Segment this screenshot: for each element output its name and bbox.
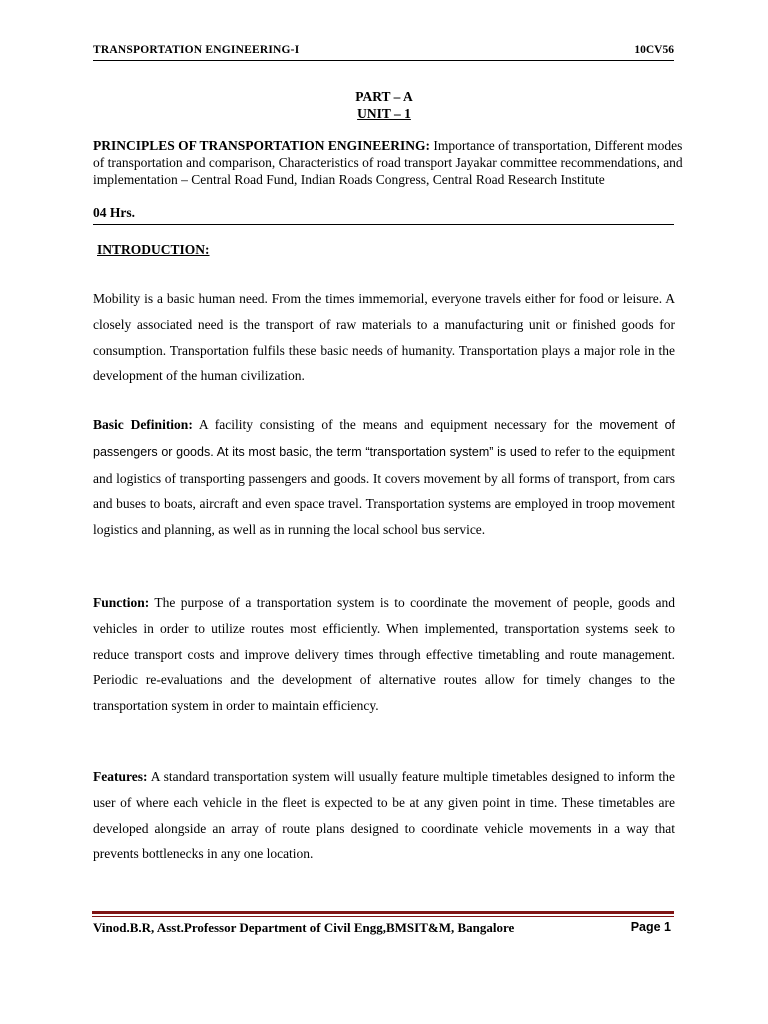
syllabus-hours: 04 Hrs.: [93, 205, 135, 220]
function-text: The purpose of a transportation system is to coordinate the movement of people, goods and vehicles in order to utilize routes most efficiently. When implemented, transportation systems seek to reduce transport costs and improve delivery times through effective timetabling and route management. Periodic re-evaluations and the development of alternative routes allow for timely changes to the transportation system in order to maintain efficiency.: [93, 595, 675, 714]
introduction-paragraph: Mobility is a basic human need. From the times immemorial, everyone travels either for food or leisure. A closely associated need is the transport of raw materials to a manufacturing unit or finished goods for consumption. Transportation fulfils these basic needs of humanity. Transportation plays a major role in the development of the human civilization.: [93, 291, 675, 384]
basic-definition-text-3: to refer to the equipment and logistics of transporting passengers and goods. It covers movement by all forms of transport, from cars and buses to boats, aircraft and even space travel. Transportation systems are employed in troop movement logistics and planning, as well as in running the local school bus service.: [93, 443, 676, 538]
function-paragraph: [93, 590, 675, 719]
page-header: [93, 42, 674, 62]
basic-definition-text-2: movement of passengers or goods. At its most basic, the term “transportation system” is used: [93, 418, 676, 459]
basic-definition-text-1: A facility consisting of the means and equipment necessary for the: [192, 417, 600, 432]
function-label: Function:: [93, 595, 150, 610]
header-title: TRANSPORTATION ENGINEERING-I: [93, 44, 300, 56]
syllabus-heading: PRINCIPLES OF TRANSPORTATION ENGINEERING:: [93, 138, 430, 153]
header-course-code: 10CV56: [634, 44, 674, 56]
basic-definition-label: Basic Definition:: [93, 417, 193, 432]
footer-divider-thick: [92, 911, 674, 914]
features-text: A standard transportation system will usually feature multiple timetables designed to inform the user of where each vehicle in the fleet is expected to be at any given point in time. These timetables are developed alongside an array of route plans designed to coordinate vehicle movements in a way that prevents bottlenecks in any one location.: [93, 769, 675, 862]
header-divider: [93, 60, 674, 61]
introduction-heading: INTRODUCTION:: [97, 242, 210, 257]
syllabus-block: [93, 138, 693, 188]
features-label: Features:: [93, 769, 148, 784]
page-footer: [93, 920, 674, 938]
syllabus-text: Importance of transportation, Different modes of transportation and comparison, Characteristics of road transport Jayakar committee recommendations, and implementation – Central Road Fund, Indian Roads Congress, Central Road Research Institute: [93, 138, 683, 187]
footer-author: Vinod.B.R, Asst.Professor Department of Civil Engg,BMSIT&M, Bangalore: [93, 920, 515, 935]
footer-divider-thin: [92, 916, 674, 917]
basic-definition-paragraph: [93, 412, 675, 543]
features-paragraph: [93, 764, 675, 867]
part-label: PART – A: [355, 89, 413, 104]
syllabus-divider: [93, 224, 674, 225]
unit-label: UNIT – 1: [357, 106, 411, 121]
footer-page-number: Page 1: [630, 920, 671, 934]
